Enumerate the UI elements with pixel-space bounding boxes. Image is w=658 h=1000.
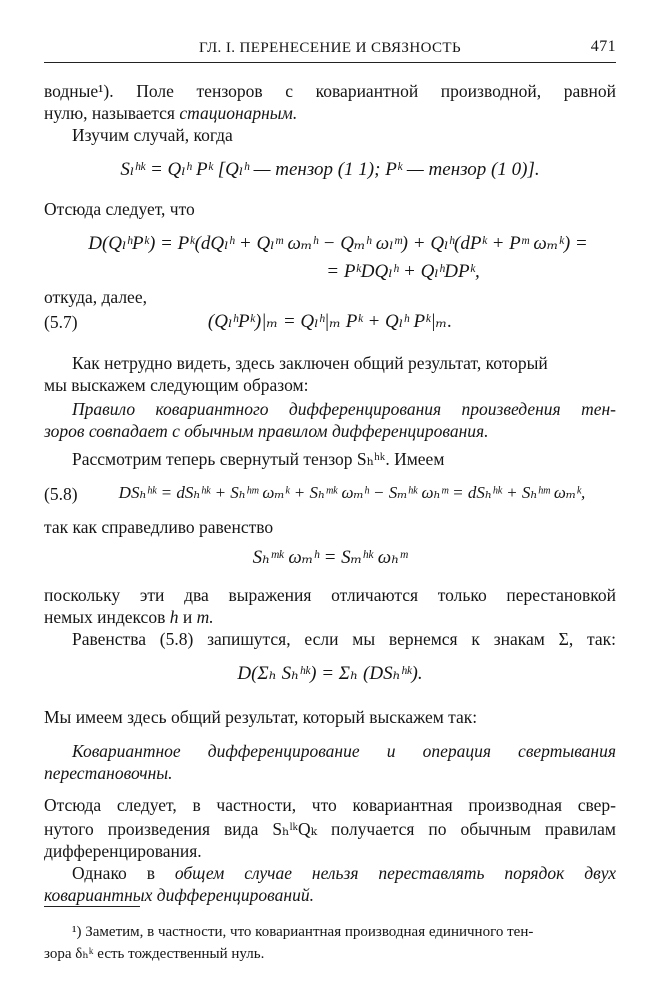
footnote-line: ¹) Заметим, в частности, что ковариантная производная единичного тен- (72, 924, 534, 940)
text-line (44, 606, 616, 628)
rule-statement: Правило ковариантного дифференцирования произведения тен- (72, 399, 616, 419)
equation-label: (5.8) (44, 484, 78, 504)
footnote-line: зора δₕᵏ есть тождественный нуль. (44, 946, 265, 962)
equation-equality: Sₕᵐᵏ ωₘʰ = Sₘʰᵏ ωₕᵐ (252, 547, 408, 568)
text-line: Отсюда следует, в частности, что ковариантная производная свер- (44, 795, 616, 815)
equation-product-derivative: D(QₗʰPᵏ) = Pᵏ(dQₗʰ + Qₗᵐ ωₘʰ − Qₘʰ ωₗᵐ) + Qₗʰ(dPᵏ + Pᵐ ωₘᵏ) = (88, 233, 588, 254)
text-line: поскольку эти два выражения отличаются только перестановкой (44, 585, 616, 605)
equation-body: DSₕʰᵏ = dSₕʰᵏ + Sₕʰᵐ ωₘᵏ + Sₕᵐᵏ ωₘʰ − Sₘʰᵏ ωₕᵐ = dSₕʰᵏ + Sₕʰᵐ ωₘᵏ, (118, 483, 586, 502)
text-line: мы выскажем следующим образом: (44, 375, 309, 395)
equation-body: (QₗʰPᵏ)|ₘ = Qₗʰ|ₘ Pᵏ + Qₗʰ Pᵏ|ₘ. (207, 311, 453, 332)
equation-product-derivative-cont: = PᵏDQₗʰ + QₗʰDPᵏ, (326, 261, 480, 282)
equation-5-7 (44, 310, 616, 333)
text-line: Мы имеем здесь общий результат, который выскажем так: (44, 707, 478, 727)
text-line (44, 102, 616, 124)
text-line: дифференцирования. (44, 841, 202, 861)
text-span: нулю, называется (44, 103, 180, 123)
equation-label: (5.7) (44, 312, 78, 332)
term-stationary: стационарным. (179, 103, 298, 123)
index-m: m. (196, 607, 214, 627)
text-line: так как справедливо равенство (44, 517, 274, 537)
text-line: Изучим случай, когда (72, 125, 233, 145)
text-span: немых индексов (44, 607, 170, 627)
text-line (72, 862, 616, 884)
equation-5-8 (44, 482, 616, 504)
text-line: Отсюда следует, что (44, 199, 195, 219)
rule-statement: Ковариантное дифференцирование и операция свертывания (72, 741, 616, 761)
text-span: Однако в (72, 863, 175, 883)
header-rule (44, 62, 616, 63)
index-h: h (169, 607, 179, 627)
emphasis: общем случае нельзя переставлять порядок двух (174, 863, 616, 883)
page-header (44, 36, 616, 60)
page-number: 471 (590, 38, 616, 55)
text-line: нутого произведения вида SₕˡᵏQₖ получается по обычным правилам (44, 819, 616, 839)
text-line: Как нетрудно видеть, здесь заключен общий результат, который (72, 353, 548, 373)
equation-s-def: Sₗʰᵏ = Qₗʰ Pᵏ [Qₗʰ — тензор (1 1); Pᵏ — тензор (1 0)]. (120, 159, 540, 180)
footnote-rule (44, 906, 140, 907)
text-line: откуда, далее, (44, 287, 147, 307)
rule-statement: зоров совпадает с обычным правилом дифференцирования. (44, 421, 489, 441)
text-span: и (178, 607, 197, 627)
text-line: ковариантных дифференцирований. (44, 885, 314, 905)
equation-sum-commute: D(Σₕ Sₕʰᵏ) = Σₕ (DSₕʰᵏ). (237, 663, 423, 684)
running-title: ГЛ. I. ПЕРЕНЕСЕНИЕ И СВЯЗНОСТЬ (199, 40, 461, 56)
text-line: Рассмотрим теперь свернутый тензор Sₕʰᵏ. Имеем (72, 449, 445, 469)
text-line: Равенства (5.8) запишутся, если мы вернемся к знакам Σ, так: (72, 629, 616, 649)
text-line: водные¹). Поле тензоров с ковариантной производной, равной (44, 81, 616, 101)
rule-statement: перестановочны. (44, 763, 173, 783)
